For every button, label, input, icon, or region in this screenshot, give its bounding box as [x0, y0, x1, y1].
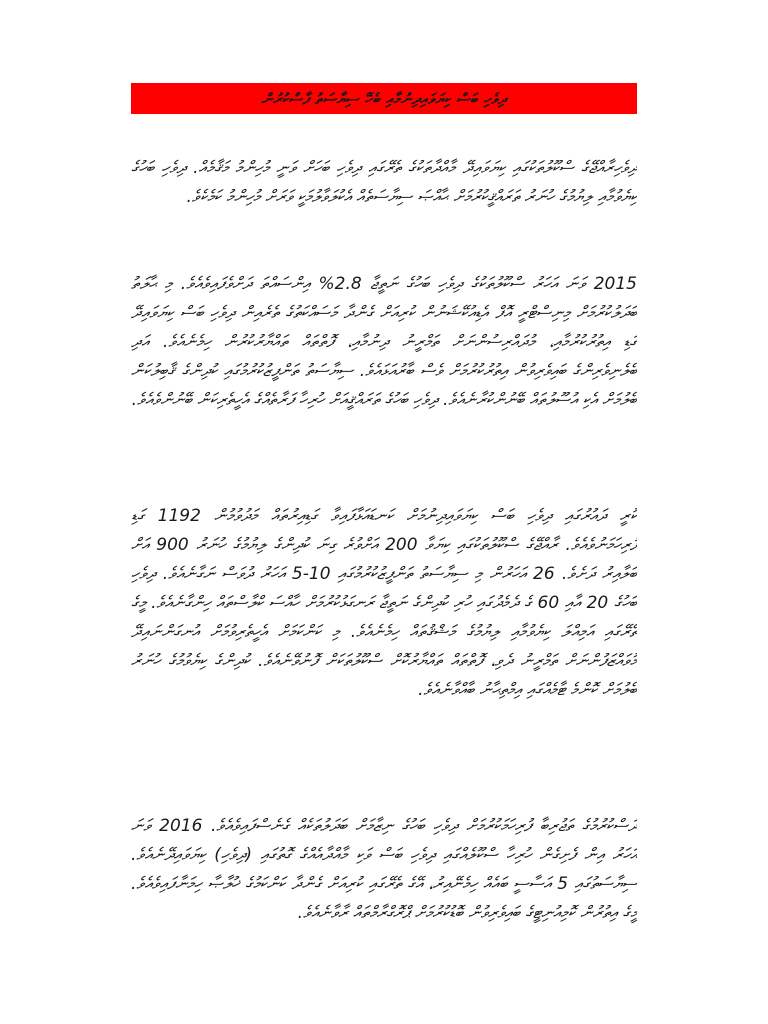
document-title-banner: [131, 83, 637, 114]
paragraph-intro: ދިވެހިރާއްޖޭގެ ސްކޫލުތަކުގައި ކިޔަވައިދޭ މާއްދާތަކުގެ ތެރޭގައި ދިވެހި ބަހަށް ވަނީ މުހިންމު މަޤާމެއް. ދިވެހި ބަހުގެ ކިޔެވުމާއި ލިޔުމުގެ ހުނަރު ތަރައްޤީކުރުމަށް ޙާއްޞަ ސިޔާސަތެއް އެކުލަވާލުމަކީ ވަރަށް މުހިންމު ކަމެކެވެ.: [131, 158, 637, 207]
document-title: ދިވެހި ބަސް ކިޔަވައިދިނުމާއި ބެހޭ ސިޔާސަތު ފާސްކުރުން: [261, 89, 507, 108]
paragraph-statistics: 2015 ވަނަ އަހަރު ސްކޫލުތަކުގެ ދިވެހި ބަހުގެ ނަތީޖާ 2.8% އިންސައްތަ ދަށްވެފައިވެއެވެ. މި ޙާލަތު ބަދަލުކުރުމަށް މިނިސްޓްރީ އޮފް އެޑިއުކޭޝަނުން ކުރިއަށް ގެންދާ މަސައްކަތުގެ ތެރެއިން ދިވެހި ބަސް ކިޔަވައިދޭ ގަޑި އިތުރުކުރުމާއި، މުދައްރިސުންނަށް ތަމްރީނު ދިނުމާއި، ފޮތްތައް ތައްޔާރުކުރުން ހިމެނެއެވެ. އަދި ބެލެނިވެރިންގެ ބައިވެރިވުން އިތުރުކުރުމަށް ވެސް ބާރުއަޅައެވެ. ސިޔާސަތު ތަންފީޒުކުރުމުގައި ކުދިންގެ ޤާބިލުކަން ބެލުމަށް އެކި އުސޫލުތައް ބޭނުންކުރާނެއެވެ. ދިވެހި ބަހުގެ ތަރައްޤީއަށް ހުރިހާ ފަރާތެއްގެ އެހީތެރިކަން ބޭނުންވެއެވެ.: [131, 274, 637, 410]
paragraph-policy-2016: ދަސްކުރުމުގެ ތަޖުރިބާ ފުރިހަމަކުރުމަށް ދިވެހި ބަހުގެ ނިޒާމަށް ބަދަލުތަކެއް ގެނެސްފައިވެއެވެ. 2016 ވަނަ އަހަރު އިން ފެށިގެން ހުރިހާ ސްކޫލެއްގައި ދިވެހި ބަސް ވަކި މާއްދާއެއްގެ ގޮތުގައި (ދިވެހި) ކިޔަވައިދޭނެއެވެ. ސިޔާސަތުގައި 5 އަސާސީ ބައެއް ހިމެނޭއިރު، އޭގެ ތެރޭގައި ކުރިއަށް ގެންދާ ކަންކަމުގެ ޚުލާޞާ ހިމަނާފައިވެއެވެ. މީގެ އިތުރުން ކޮމިއުނިޓީގެ ބައިވެރިވުން ބޮޑުކުރުމަށް ޕްރޮގްރާމްތައް ރާވާނެއެވެ.: [131, 816, 637, 923]
paragraph-implementation: ކުރީ ދައުރުގައި ދިވެހި ބަސް ކިޔަވައިދިނުމަށް ކަނޑައަޅާފައިވާ ގަޑިއިރުތައް މަދުވުމުން 1192 ގަޑި ފުރިހަމަނުވެއެވެ. ރާއްޖޭގެ ސްކޫލުތަކުގައި ކިޔަވާ 200 އަށްވުރެ ގިނަ ކުދިންގެ ލިޔުމުގެ ހުނަރު 900 އަށް ބަލާއިރު ދަށެވެ. 26 އަހަރުން މި ސިޔާސަތު ތަންފީޒުކުރުމުގައި 10-5 އަހަރު ދުވަސް ނަގާނެއެވެ. ދިވެހި ބަހުގެ 20 އާއި 60 ގެ ދެމެދުގައި ހުރި ކުދިންގެ ނަތީޖާ ރަނގަޅުކުރުމަށް ހާއްސަ ކްލާސްތައް ހިންގާނެއެވެ. މީގެ ތެރޭގައި އަމިއްލަ ކިޔެވުމާއި ލިޔުމުގެ މަޝްޤުތައް ހިމެނެއެވެ. މި ކަންކަމަށް އެހީތެރިވުމަށް އުނގަންނައިދޭ މުވައްޒަފުންނަށް ތަމްރީނު ދެވި، ފޮތްތައް ތައްޔާރުކޮށް ސްކޫލުތަކަށް ފޮނުވޭނެއެވެ. ކުދިންގެ ކިޔެވުމުގެ ހުނަރު ބެލުމަށް ކޮންމެ ޓާމެއްގައި އިމްތިޙާނު ބާއްވާނެއެވެ.: [131, 506, 637, 700]
